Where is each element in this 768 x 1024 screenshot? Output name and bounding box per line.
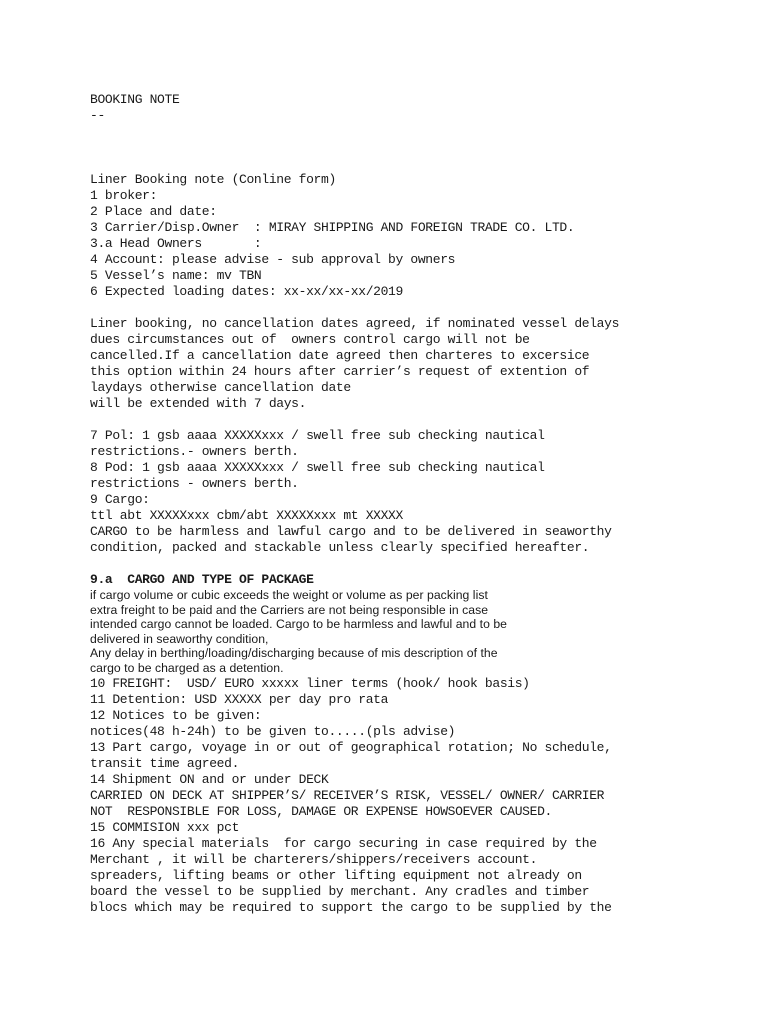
title-rule: -- bbox=[90, 108, 105, 123]
clause-line: Merchant , it will be charterers/shippers/receivers account. bbox=[90, 851, 538, 867]
ports-and-cargo-section bbox=[90, 428, 750, 556]
spacer bbox=[90, 124, 750, 156]
intro-line: 3.a Head Owners : bbox=[90, 236, 262, 251]
spacer bbox=[90, 300, 750, 316]
clause-line: 9 Cargo: bbox=[90, 492, 150, 507]
clause-line: notices(48 h-24h) to be given to.....(pls advise) bbox=[90, 723, 456, 739]
clause-line: condition, packed and stackable unless clearly specified hereafter. bbox=[90, 540, 590, 555]
intro-line: Liner Booking note (Conline form) bbox=[90, 172, 336, 187]
paragraph-line: extra freight to be paid and the Carriers are not being responsible in case bbox=[90, 602, 489, 617]
paragraph-line: this option within 24 hours after carrier’s request of extention of bbox=[90, 364, 590, 379]
clause-line: restrictions.- owners berth. bbox=[90, 444, 299, 459]
clause-line: transit time agreed. bbox=[90, 755, 240, 771]
clause-line: 7 Pol: 1 gsb aaaa XXXXXxxx / swell free sub checking nautical bbox=[90, 428, 545, 443]
clause-line: NOT RESPONSIBLE FOR LOSS, DAMAGE OR EXPENSE HOWSOEVER CAUSED. bbox=[90, 803, 552, 819]
paragraph-line: delivered in seaworthy condition, bbox=[90, 631, 269, 646]
paragraph-line: cargo to be charged as a detention. bbox=[90, 660, 284, 675]
section-9a-heading: 9.a CARGO AND TYPE OF PACKAGE bbox=[90, 572, 314, 587]
intro-line: 2 Place and date: bbox=[90, 204, 217, 219]
clause-line: blocs which may be required to support the cargo to be supplied by the bbox=[90, 899, 612, 915]
intro-line: 3 Carrier/Disp.Owner : MIRAY SHIPPING AND FOREIGN TRADE CO. LTD. bbox=[90, 220, 575, 235]
intro-line: 6 Expected loading dates: xx-xx/xx-xx/2019 bbox=[90, 284, 403, 299]
cancellation-paragraph bbox=[90, 316, 750, 412]
intro-line: 4 Account: please advise - sub approval by owners bbox=[90, 252, 456, 267]
clause-line: 13 Part cargo, voyage in or out of geographical rotation; No schedule, bbox=[90, 739, 612, 755]
intro-section bbox=[90, 172, 750, 300]
clause-line: 14 Shipment ON and or under DECK bbox=[90, 771, 329, 787]
paragraph-line: if cargo volume or cubic exceeds the weight or volume as per packing list bbox=[90, 588, 488, 602]
booking-note-document bbox=[90, 92, 750, 916]
paragraph-line: will be extended with 7 days. bbox=[90, 396, 307, 411]
clause-line: CARGO to be harmless and lawful cargo and to be delivered in seaworthy bbox=[90, 524, 612, 539]
paragraph-line: intended cargo cannot be loaded. Cargo to be harmless and lawful and to be bbox=[90, 617, 508, 632]
clause-line: 12 Notices to be given: bbox=[90, 707, 262, 723]
intro-line: 5 Vessel’s name: mv TBN bbox=[90, 268, 262, 283]
paragraph-line: laydays otherwise cancellation date bbox=[90, 380, 351, 395]
intro-line: 1 broker: bbox=[90, 188, 158, 203]
spacer bbox=[90, 412, 750, 428]
clause-line: 15 COMMISION xxx pct bbox=[90, 819, 240, 835]
paragraph-line: Liner booking, no cancellation dates agreed, if nominated vessel delays bbox=[90, 316, 620, 331]
document-title: BOOKING NOTE bbox=[90, 92, 180, 107]
paragraph-line: dues circumstances out of owners control cargo will not be bbox=[90, 332, 530, 347]
clause-line: restrictions - owners berth. bbox=[90, 476, 299, 491]
clause-line: 8 Pod: 1 gsb aaaa XXXXXxxx / swell free sub checking nautical bbox=[90, 460, 545, 475]
paragraph-line: cancelled.If a cancellation date agreed then charteres to excersice bbox=[90, 348, 590, 363]
spacer bbox=[90, 556, 750, 572]
clause-line: 11 Detention: USD XXXXX per day pro rata bbox=[90, 691, 389, 707]
clause-line: spreaders, lifting beams or other lifting equipment not already on bbox=[90, 867, 582, 883]
clauses-section bbox=[90, 676, 750, 916]
clause-line: ttl abt XXXXXxxx cbm/abt XXXXXxxx mt XXXXX bbox=[90, 508, 403, 523]
clause-line: 10 FREIGHT: USD/ EURO xxxxx liner terms (hook/ hook basis) bbox=[90, 675, 530, 691]
clause-line: board the vessel to be supplied by merchant. Any cradles and timber bbox=[90, 883, 590, 899]
spacer bbox=[90, 156, 750, 172]
paragraph-line: Any delay in berthing/loading/discharging because of mis description of the bbox=[90, 646, 498, 661]
clause-line: CARRIED ON DECK AT SHIPPER’S/ RECEIVER’S RISK, VESSEL/ OWNER/ CARRIER bbox=[90, 787, 605, 803]
clause-line: 16 Any special materials for cargo securing in case required by the bbox=[90, 835, 597, 851]
section-9a-body bbox=[90, 588, 750, 676]
